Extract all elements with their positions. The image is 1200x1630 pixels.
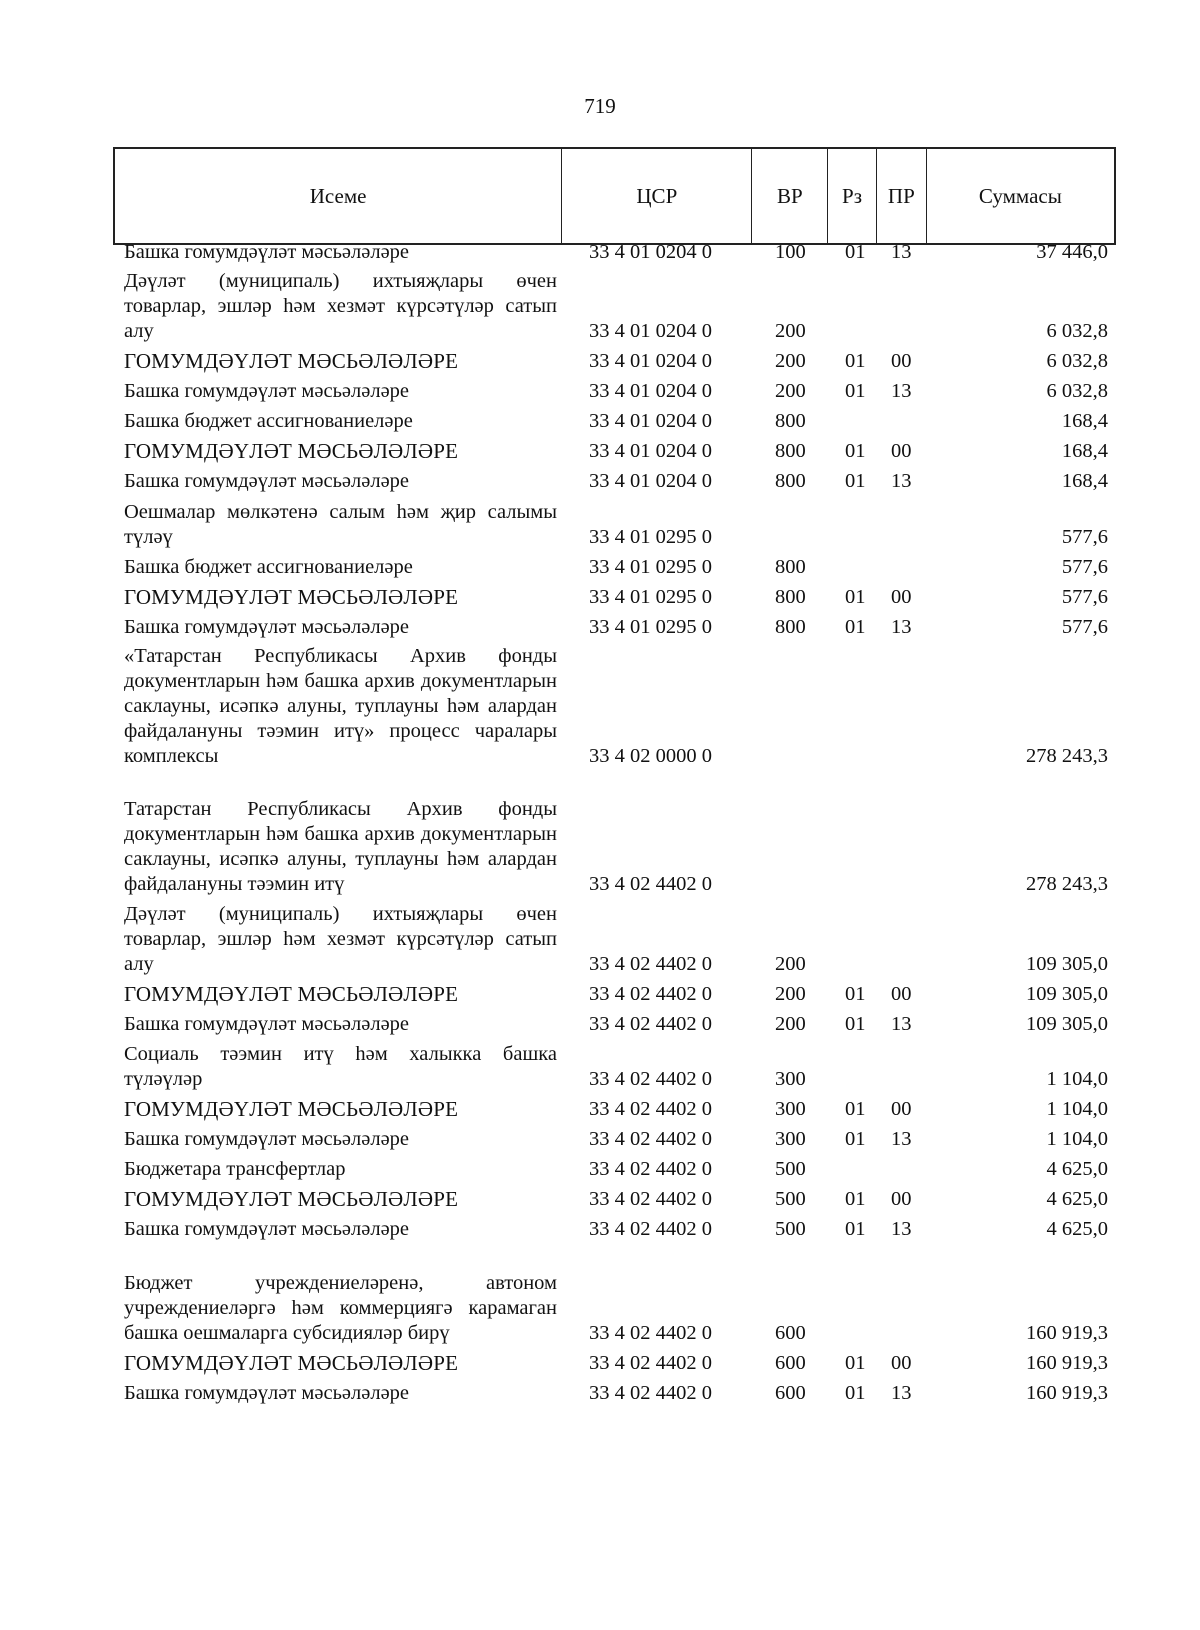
cell-rz: 01 <box>845 983 866 1005</box>
cell-name: Башка гомумдәүләт мәсьәләләре <box>124 1128 410 1150</box>
cell-sum: 577,6 <box>1061 556 1108 578</box>
cell-name: Башка гомумдәүләт мәсьәләләре <box>124 470 410 492</box>
cell-sum: 160 919,3 <box>1026 1352 1108 1374</box>
cell-name: Дәүләт (муниципаль) ихтыяҗлары өчен товарлар, эшләр һәм хезмәт күрсәтүләр сатып алу <box>124 903 557 975</box>
column-header-name: Исеме <box>115 149 562 243</box>
table-row <box>0 374 1200 404</box>
cell-csr: 33 4 02 4402 0 <box>589 953 712 975</box>
cell-rz: 01 <box>845 1098 866 1120</box>
cell-name: ГОМУМДӘҮЛӘТ МӘСЬӘЛӘЛӘРЕ <box>124 982 459 1006</box>
cell-csr: 33 4 01 0204 0 <box>589 380 712 402</box>
cell-pr: 00 <box>891 1352 912 1374</box>
cell-rz: 01 <box>845 586 866 608</box>
cell-rz: 01 <box>845 440 866 462</box>
cell-sum: 168,4 <box>1061 470 1108 492</box>
cell-vr: 600 <box>775 1322 806 1344</box>
table-row <box>0 1043 1200 1092</box>
table-row <box>0 1182 1200 1212</box>
cell-csr: 33 4 02 4402 0 <box>589 1382 712 1404</box>
cell-sum: 6 032,8 <box>1046 320 1108 342</box>
cell-name: ГОМУМДӘҮЛӘТ МӘСЬӘЛӘЛӘРЕ <box>124 1351 459 1375</box>
cell-vr: 100 <box>775 241 806 263</box>
table-row <box>0 404 1200 434</box>
cell-csr: 33 4 02 4402 0 <box>589 1188 712 1210</box>
cell-sum: 6 032,8 <box>1046 350 1108 372</box>
cell-rz: 01 <box>845 1218 866 1240</box>
cell-vr: 600 <box>775 1382 806 1404</box>
table-row <box>0 1122 1200 1152</box>
cell-vr: 300 <box>775 1068 806 1090</box>
table-row <box>0 1007 1200 1037</box>
cell-rz: 01 <box>845 1188 866 1210</box>
cell-rz: 01 <box>845 616 866 638</box>
cell-csr: 33 4 01 0204 0 <box>589 440 712 462</box>
cell-name: Социаль тәэмин итү һәм халыкка башка түләүләр <box>124 1043 557 1090</box>
table-row <box>0 903 1200 977</box>
cell-name: Башка бюджет ассигнованиеләре <box>124 410 413 432</box>
cell-vr: 500 <box>775 1158 806 1180</box>
table-row <box>0 977 1200 1007</box>
cell-csr: 33 4 01 0204 0 <box>589 241 712 263</box>
cell-name: Бюджетара трансфертлар <box>124 1158 346 1180</box>
cell-vr: 200 <box>775 983 806 1005</box>
cell-name: Башка гомумдәүләт мәсьәләләре <box>124 380 410 402</box>
table-row <box>0 1092 1200 1122</box>
column-header-sum: Суммасы <box>978 183 1062 208</box>
cell-name: Оешмалар мөлкәтенә салым һәм җир салымы түләү <box>124 501 557 548</box>
cell-vr: 300 <box>775 1098 806 1120</box>
table-row <box>0 1272 1200 1346</box>
table-row <box>0 434 1200 464</box>
table-row <box>0 344 1200 374</box>
table-row <box>0 1212 1200 1242</box>
cell-rz: 01 <box>845 1128 866 1150</box>
column-header-csr: ЦСР <box>562 149 752 243</box>
cell-name: Башка гомумдәүләт мәсьәләләре <box>124 1013 410 1035</box>
cell-name: Башка гомумдәүләт мәсьәләләре <box>124 1382 410 1404</box>
cell-csr: 33 4 02 4402 0 <box>589 1352 712 1374</box>
cell-vr: 800 <box>775 440 806 462</box>
cell-name: ГОМУМДӘҮЛӘТ МӘСЬӘЛӘЛӘРЕ <box>124 1097 459 1121</box>
cell-sum: 109 305,0 <box>1026 953 1108 975</box>
cell-rz: 01 <box>845 1352 866 1374</box>
cell-csr: 33 4 01 0295 0 <box>589 616 712 638</box>
cell-csr: 33 4 02 4402 0 <box>589 1322 712 1344</box>
table-header <box>113 147 1116 245</box>
cell-name: ГОМУМДӘҮЛӘТ МӘСЬӘЛӘЛӘРЕ <box>124 439 459 463</box>
table-row <box>0 1152 1200 1182</box>
cell-name: «Татарстан Республикасы Архив фонды документларын һәм башка архив документларын саклауны, исәпкә алуны, туплауны һәм алардан файдалануны тәэмин итү» процесс чаралары комплексы <box>124 645 557 767</box>
cell-pr: 13 <box>891 470 912 492</box>
cell-vr: 200 <box>775 320 806 342</box>
cell-pr: 13 <box>891 241 912 263</box>
cell-sum: 168,4 <box>1061 410 1108 432</box>
cell-csr: 33 4 02 4402 0 <box>589 1013 712 1035</box>
cell-csr: 33 4 01 0295 0 <box>589 556 712 578</box>
cell-vr: 800 <box>775 410 806 432</box>
cell-vr: 200 <box>775 1013 806 1035</box>
cell-csr: 33 4 02 4402 0 <box>589 873 712 895</box>
cell-name: Бюджет учреждениеләренә, автоном учреждениеләргә һәм коммерциягә карамаган башка оешмаларга субсидияләр бирү <box>124 1272 557 1344</box>
cell-csr: 33 4 01 0204 0 <box>589 350 712 372</box>
page-number: 719 <box>584 94 616 118</box>
cell-sum: 160 919,3 <box>1026 1382 1108 1404</box>
cell-rz: 01 <box>845 1013 866 1035</box>
table-row <box>0 580 1200 610</box>
cell-rz: 01 <box>845 470 866 492</box>
cell-csr: 33 4 02 4402 0 <box>589 983 712 1005</box>
cell-csr: 33 4 01 0204 0 <box>589 410 712 432</box>
cell-pr: 13 <box>891 1013 912 1035</box>
cell-vr: 300 <box>775 1128 806 1150</box>
cell-name: Башка гомумдәүләт мәсьәләләре <box>124 241 410 263</box>
cell-rz: 01 <box>845 1382 866 1404</box>
cell-name: Башка гомумдәүләт мәсьәләләре <box>124 616 410 638</box>
cell-csr: 33 4 01 0295 0 <box>589 526 712 548</box>
table-row <box>0 1346 1200 1376</box>
cell-pr: 13 <box>891 380 912 402</box>
cell-pr: 00 <box>891 1098 912 1120</box>
column-header-vr: ВР <box>752 149 828 243</box>
table-row <box>0 610 1200 640</box>
cell-csr: 33 4 02 4402 0 <box>589 1098 712 1120</box>
cell-csr: 33 4 02 0000 0 <box>589 745 712 767</box>
table-row <box>0 501 1200 550</box>
cell-sum: 1 104,0 <box>1046 1098 1108 1120</box>
column-header-pr: ПР <box>877 149 927 243</box>
cell-vr: 800 <box>775 470 806 492</box>
column-header-rz: Рз <box>828 149 877 243</box>
cell-vr: 800 <box>775 556 806 578</box>
cell-sum: 1 104,0 <box>1046 1128 1108 1150</box>
cell-vr: 200 <box>775 350 806 372</box>
table-row <box>0 1376 1200 1406</box>
cell-vr: 800 <box>775 616 806 638</box>
cell-csr: 33 4 01 0204 0 <box>589 470 712 492</box>
cell-name: ГОМУМДӘҮЛӘТ МӘСЬӘЛӘЛӘРЕ <box>124 585 459 609</box>
cell-rz: 01 <box>845 241 866 263</box>
cell-sum: 1 104,0 <box>1046 1068 1108 1090</box>
cell-sum: 278 243,3 <box>1026 745 1108 767</box>
cell-sum: 278 243,3 <box>1026 873 1108 895</box>
cell-pr: 13 <box>891 1382 912 1404</box>
cell-vr: 500 <box>775 1188 806 1210</box>
cell-csr: 33 4 02 4402 0 <box>589 1128 712 1150</box>
cell-sum: 37 446,0 <box>1036 241 1108 263</box>
cell-pr: 00 <box>891 983 912 1005</box>
cell-csr: 33 4 02 4402 0 <box>589 1068 712 1090</box>
table-row <box>0 270 1200 344</box>
cell-sum: 4 625,0 <box>1046 1188 1108 1210</box>
cell-sum: 4 625,0 <box>1046 1218 1108 1240</box>
cell-rz: 01 <box>845 380 866 402</box>
cell-vr: 200 <box>775 953 806 975</box>
cell-sum: 160 919,3 <box>1026 1322 1108 1344</box>
cell-pr: 00 <box>891 440 912 462</box>
cell-vr: 800 <box>775 586 806 608</box>
cell-name: Башка гомумдәүләт мәсьәләләре <box>124 1218 410 1240</box>
cell-name: ГОМУМДӘҮЛӘТ МӘСЬӘЛӘЛӘРЕ <box>124 1187 459 1211</box>
cell-csr: 33 4 02 4402 0 <box>589 1158 712 1180</box>
cell-sum: 577,6 <box>1061 616 1108 638</box>
cell-name: Татарстан Республикасы Архив фонды документларын һәм башка архив документларын саклауны, исәпкә алуны, туплауны һәм алардан файдалануны тәэмин итү <box>124 798 557 895</box>
table-row <box>0 550 1200 580</box>
cell-name: Башка бюджет ассигнованиеләре <box>124 556 413 578</box>
cell-vr: 500 <box>775 1218 806 1240</box>
cell-sum: 6 032,8 <box>1046 380 1108 402</box>
cell-name: ГОМУМДӘҮЛӘТ МӘСЬӘЛӘЛӘРЕ <box>124 349 459 373</box>
cell-pr: 00 <box>891 586 912 608</box>
table-row <box>0 645 1200 769</box>
cell-sum: 577,6 <box>1061 526 1108 548</box>
table-row <box>0 235 1200 265</box>
cell-sum: 577,6 <box>1061 586 1108 608</box>
cell-sum: 109 305,0 <box>1026 1013 1108 1035</box>
cell-rz: 01 <box>845 350 866 372</box>
table-row <box>0 798 1200 897</box>
cell-sum: 109 305,0 <box>1026 983 1108 1005</box>
cell-pr: 13 <box>891 616 912 638</box>
cell-pr: 00 <box>891 1188 912 1210</box>
cell-csr: 33 4 02 4402 0 <box>589 1218 712 1240</box>
table-row <box>0 464 1200 494</box>
cell-vr: 600 <box>775 1352 806 1374</box>
cell-pr: 13 <box>891 1128 912 1150</box>
cell-vr: 200 <box>775 380 806 402</box>
cell-csr: 33 4 01 0204 0 <box>589 320 712 342</box>
cell-name: Дәүләт (муниципаль) ихтыяҗлары өчен товарлар, эшләр һәм хезмәт күрсәтүләр сатып алу <box>124 270 557 342</box>
cell-pr: 00 <box>891 350 912 372</box>
cell-pr: 13 <box>891 1218 912 1240</box>
cell-csr: 33 4 01 0295 0 <box>589 586 712 608</box>
cell-sum: 168,4 <box>1061 440 1108 462</box>
cell-sum: 4 625,0 <box>1046 1158 1108 1180</box>
